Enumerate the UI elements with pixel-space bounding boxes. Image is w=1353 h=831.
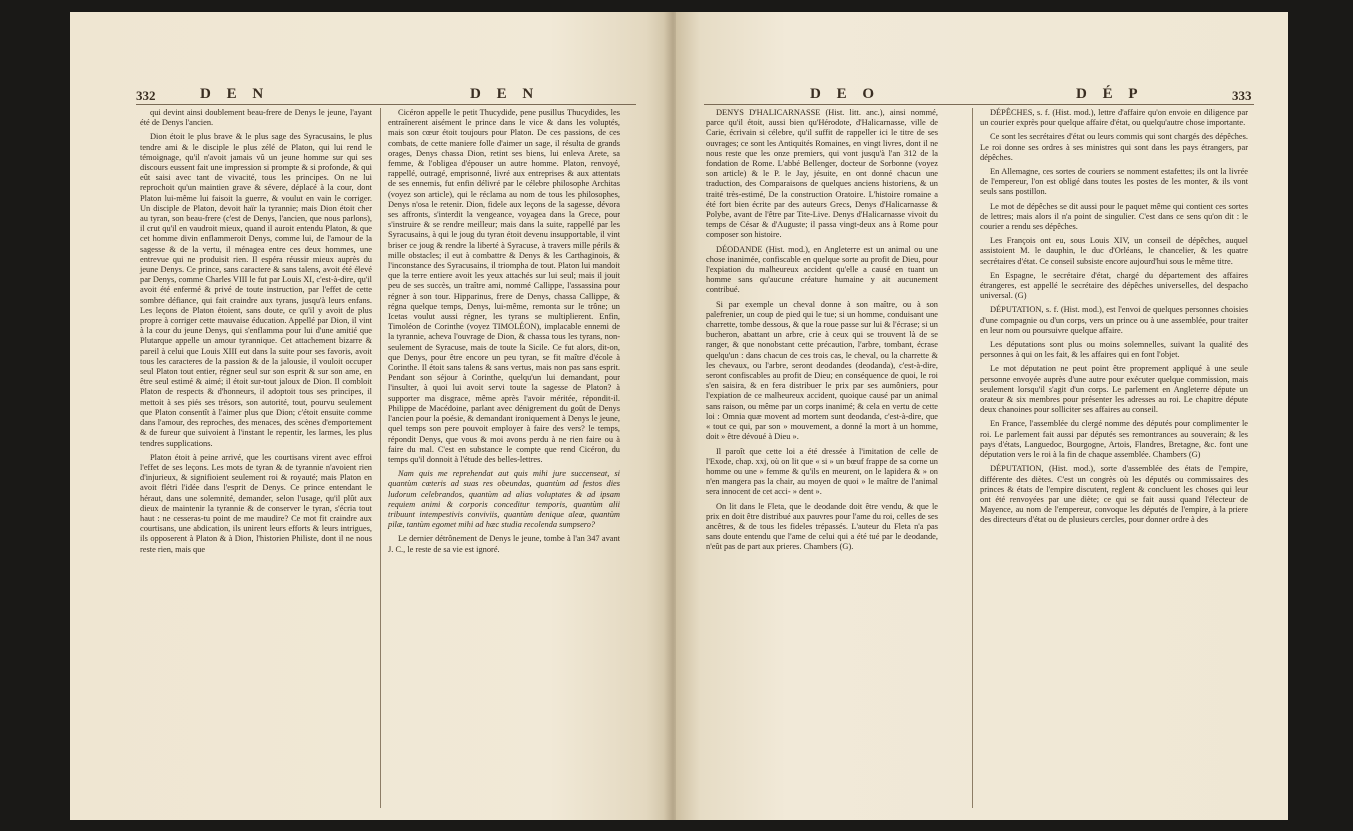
left-running-head-1: D E N xyxy=(200,86,270,102)
paragraph: On lit dans le Fleta, que le deodande doit être vendu, & que le prix en doit être distribué aux pauvres pour l'ame du roi, celles de ses ancêtres, & de tous les fideles trépassés. L'auteur du Fleta n'a pas sans doute entendu que l'ame de celui qui a été tué par le deodande, n'eût pas de part aux prieres. Chambers (G). xyxy=(706,501,938,552)
left-page-number: 332 xyxy=(136,88,156,103)
paragraph: En Allemagne, ces sortes de couriers se nomment estafettes; ils ont la livrée de l'empereur, l'on est obligé dans toutes les postes de les monter, & ils vont seuls sans postillon. xyxy=(980,167,1248,197)
paragraph: Si par exemple un cheval donne à son maître, ou à son palefrenier, un coup de pied qui le tue; si un homme, conduisant une charrette, tombe dessous, & que la roue passe sur lui & l'écrase; si un bucheron, abattant un arbre, crie à ceux qui se trouvent là de se ranger, & que nonobstant cette précaution, l'arbre, tombant, écrase quelqu'un : dans chacun de ces trois cas, le cheval, ou la charrette & les chevaux, ou l'arbre, seront deodandes (deodanda), c'est-à-dire, seront confiscables au profit de Dieu; en conséquence de quoi, le roi s'en saisira, & en fera distribuer le prix par ses aumôniers, pour l'expiation de ce malheureux accident, quoique causé par un animal sans raison, ou même par un corps inanimé; & cela en vertu de cette loi : Omnia quæ movent ad mortem sunt deodanda, c'est-à-dire, que « tout ce qui, par son » mouvement, a donné la mort à un homme, doit » être dévoué à Dieu ». xyxy=(706,299,938,442)
left-column-2 xyxy=(388,108,620,559)
left-column-1 xyxy=(140,108,372,559)
paragraph: Cicéron appelle le petit Thucydide, pene pusillus Thucydides, les entraînerent aisément le prince dans le vice & dans les voluptés, mais son cœur étoit toujours pour Platon. De ces passions, de ces combats, de cette maniere folle d'aimer un sage, il résulta de grands orages, Denys chassa Dion, retint ses biens, lui enleva Arete, sa femme, & l'obligea d'épouser un autre homme. Platon, renvoyé, rappellé, outragé, emprisonné, livré aux entreprises & aux attentats de ses ennemis, fut enfin délivré par le célebre philosophe Architas (voyez son article), qui le réclama au nom de tous les philosophes, Denys n'osa le retenir. Dion, fidele aux leçons de la sagesse, dévora ses affronts, s'interdit la vengeance, voyagea dans la Grece, pour s'instruire & se rendre meilleur; mais dans la suite, rappellé par les Syracusains, à qui le joug du tyran étoit devenu insupportable, il vint briser ce joug & rendre la liberté à Syracuse, à travers mille périls & mille obstacles; il eut à combattre & Denys & les Carthaginois, & l'inconstance des Syracusains, il triompha de tout. Platon lui mandoit que la terre entiere avoit les yeux attachés sur lui seul; mais il jouit peu de ses succès, un traître ami, nommé Callippe, l'assassina pour régner à son tour. Hipparinus, frere de Denys, chassa Callippe, & régna quelque temps, Denys, lui-même, remonta sur le trône; un Icetas voulut aussi régner, les tyrans se multiplierent. Enfin, Timoléon de Corinthe (voyez TIMOLÉON), implacable ennemi de la tyrannie, acheva l'ouvrage de Dion, & chassa tous les tyrans, non-seulement de Syracuse, mais de toute la Sicile. Ce fut alors, dit-on, que Denys, pour être encore un peu tyran, se fit maître d'école à Corinthe. Il étoit sans talens & sans vertus, mais non pas sans esprit. Pendant son séjour à Corinthe, quelqu'un lui demandant, pour l'insulter, à quoi lui avoit servi toute la sagesse de Platon? à supporter ma disgrace, même après l'avoir méritée, répondit-il. Philippe de Macédoine, parlant avec dénigrement du goût de Denys l'ancien pour la poésie, & demandant ironiquement à Denys le jeune, quel temps son pere pouvoit employer à faire des vers? le temps, répondit Denys, que vous & moi avons perdu à ne rien faire ou à faire du mal. C'est en substance le compte que rend Cicéron, du temps qu'il donnoit à l'étude des belles-lettres. xyxy=(388,108,620,464)
paragraph: Platon étoit à peine arrivé, que les courtisans virent avec effroi l'effet de ses leçons. Les mots de tyran & de tyrannie n'avoient rien d'injurieux, & signifioient seulement roi & royauté; mais Platon en avoit flétri l'idée dans l'esprit de Denys. Ce prince entendant le héraut, dans une solemnité, demander, selon l'usage, qu'il plût aux dieux de maintenir la tyrannie & de conserver le tyran, s'écria tout haut : ne cesseras-tu point de me maudire? Ce mot fit craindre aux courtisans, une abdication, ils unirent leurs efforts & leurs intrigues, ils opposerent à Platon & à Dion, l'historien Philiste, dont il ne nous reste rien, mais que xyxy=(140,452,372,554)
right-page-number: 333 xyxy=(1232,88,1252,103)
paragraph: DÉPÊCHES, s. f. (Hist. mod.), lettre d'affaire qu'on envoie en diligence par un courier exprès pour quelque affaire d'état, ou quelqu'autre chose importante. xyxy=(980,108,1248,128)
paragraph: DENYS D'HALICARNASSE (Hist. litt. anc.), ainsi nommé, parce qu'il étoit, aussi bien qu'Hérodote, d'Halicarnasse, ville de Carie, écrivain si célebre, qu'il suffit de rappeller ici le titre de ses ouvrages; ce sont les Antiquités Romaines, en vingt livres, dont il ne nous reste que les onze premiers, qui vont jusqu'à l'an 312 de la fondation de Rome. L'abbé Bellenger, docteur de Sorbonne (voyez son article) & le P. le Jay, jésuite, en ont donné chacun une traduction, des Comparaisons de quelques anciens historiens, & un traité très-estimé, De la construction Oratoire. L'histoire romaine a été fort bien écrite par des auteurs Grecs, Denys d'Halicarnasse & Polybe, avant de l'être par Tite-Live. Denys d'Halicarnasse vivoit du temps de César & d'Auguste; il passa vingt-deux ans à Rome pour composer son histoire. xyxy=(706,108,938,240)
paragraph: DÉPUTATION, s. f. (Hist. mod.), est l'envoi de quelques personnes choisies d'une compagnie ou d'un corps, vers un prince ou à une assemblée, pour traiter en leur nom ou poursuivre quelque affaire. xyxy=(980,305,1248,335)
left-page xyxy=(70,12,670,820)
paragraph: En Espagne, le secrétaire d'état, chargé du département des affaires étrangeres, est appellé le secrétaire des dépêches universelles, del despacho universal. (G) xyxy=(980,270,1248,301)
paragraph: Le mot de dépêches se dit aussi pour le paquet même qui contient ces sortes de lettres; mais alors il n'a point de singulier. C'est dans ce sens qu'on dit : le courier a rendu ses dépêches. xyxy=(980,201,1248,232)
latin-quote: Nam quis me reprehendat aut quis mihi jure succenseat, si quantùm cœteris ad suas res obeundas, quantùm ad festos dies ludorum celebrandos, quantùm ad alias voluptates & ad ipsam requiem animi & corporis conceditur temporis, quantùm alii tribuunt intempestivis conviviis, quantùm denique aleæ, quantùm pilæ, tantùm egomet mihi ad hæc studia recolenda sumpsero? xyxy=(388,469,620,530)
right-page xyxy=(676,12,1288,820)
paragraph: DÉPUTATION, (Hist. mod.), sorte d'assemblée des états de l'empire, différente des diètes. C'est un congrès où les députés ou commissaires des princes & états de l'empire discutent, reglent & concluent les choses qui leur ont été renvoyées par une diète; ce qui se fait aussi quand l'électeur de Mayence, au nom de l'empereur, convoque les députés de l'empire, à la priere des directeurs d'état ou de plusieurs cercles, pour donner ordre à des xyxy=(980,464,1248,525)
header-rule xyxy=(704,104,1254,105)
right-running-head-1: D E O xyxy=(810,86,881,102)
right-column-1 xyxy=(706,108,938,557)
column-divider xyxy=(380,108,381,808)
paragraph: En France, l'assemblée du clergé nomme des députés pour complimenter le roi. Le parlement fait aussi par députés ses remontrances au souverain; & les pays d'états, Languedoc, Bourgogne, Artois, Flandres, Bretagne, &c. font une députation vers le roi à la fin de chaque assemblée. Chambers (G) xyxy=(980,419,1248,460)
right-running-head-2: D É P xyxy=(1076,86,1144,102)
right-column-2 xyxy=(980,108,1248,530)
paragraph: Ce sont les secrétaires d'état ou leurs commis qui sont chargés des dépêches. Le roi donne ses ordres à ses ministres qui sont dans les pays étrangers, par dépêches. xyxy=(980,132,1248,162)
paragraph: DÉODANDE (Hist. mod.), en Angleterre est un animal ou une chose inanimée, confiscable en quelque sorte au profit de Dieu, pour l'expiation du malheureux accident qu'elle a causé en tuant un homme sans qu'aucune créature humaine y ait aucunement contribué. xyxy=(706,244,938,295)
paragraph: Le dernier détrônement de Denys le jeune, tombe à l'an 347 avant J. C., le reste de sa vie est ignoré. xyxy=(388,534,620,554)
paragraph: Le mot députation ne peut point être proprement appliqué à une seule personne envoyée auprès d'une autre pour exécuter quelque commission, mais seulement lorsqu'il s'agit d'un corps. Le parlement en Angleterre députe un orateur & six membres pour présenter les adresses au roi. Le chapitre députe deux chanoines pour solliciter ses affaires au conseil. xyxy=(980,364,1248,415)
column-divider xyxy=(972,108,973,808)
paragraph: Les François ont eu, sous Louis XIV, un conseil de dépêches, auquel assistoient M. le dauphin, le duc d'Orléans, le chancelier, & les quatre secrétaires d'état. Ce conseil subsiste encore aujourd'hui sous le même titre. xyxy=(980,236,1248,266)
header-rule xyxy=(136,104,636,105)
paragraph: Dion étoit le plus brave & le plus sage des Syracusains, le plus tendre ami & le disciple le plus zélé de Platon, qui lui rend le témoignage, qu'il n'avoit jamais vû un jeune homme sur qui ses discours eussent fait une impression si prompte & si profonde, & qui eût saisi avec tant de vivacité, tous les principes. On ne lui reprochoit qu'un maintien grave & sévere, déplacé à la cour, dont Platon lui-même lui faisoit la guerre, & voulut en vain le corriger. Un disciple de Platon, devoit haïr la tyrannie; mais Dion étoit cher au tyran, son beau-frere (c'est de Denys, l'ancien, que nous parlons), il crut qu'il en vaudroit mieux, quand il auroit entendu Platon, & que cet homme divin enflammeroit Denys, comme lui, de l'amour de la sagesse & de la vertu, il ménagea entre ces deux hommes, une entrevue qui ne produisit rien. Il espéra réussir mieux auprès du jeune Denys. Ce prince, sans caractere & sans talens, avoit été élevé par Denys, comme Charles VIII le fut par Louis XI, c'est-à-dire, qu'il avoit été enfermé & privé de toute instruction, par l'effet de cette sombre défiance, qui fait craindre aux tyrans, jusqu'à leurs enfans. Les leçons de Platon étoient, sans doute, ce qu'il y avoit de plus propre à corriger cette mauvaise éducation. Appellé par Dion, il vint à la cour du jeune Denys, qui s'enflamma pour lui d'une amitié que Plutarque appelle un amour tyrannique. Cet attachement bizarre & pareil à celui que Louis XIII eut dans la suite pour ses favoris, avoit tous les caracteres de la passion & de la jalousie, il vouloit occuper seul Platon tout entier, régner seul sur son esprit & sur son ame, en être seul estimé & aimé; il étoit sur-tout jaloux de Dion. Il combloit Platon de respects & d'honneurs, il adoptoit tous ses principes, il mettoit à ses piés ses trésors, son autorité, tout, pourvu seulement que Platon consentît à l'aimer plus que Dion; c'étoit ensuite comme dans l'amour, des reproches, des menaces, des scènes d'emportement & de fureur que suivoient à l'instant le repentir, les larmes, les plus tendres supplications. xyxy=(140,132,372,448)
paragraph: qui devint ainsi doublement beau-frere de Denys le jeune, l'ayant été de Denys l'ancien. xyxy=(140,108,372,128)
paragraph: Il paroît que cette loi a été dressée à l'imitation de celle de l'Exode, chap. xxj, où on lit que « si » un bœuf frappe de sa corne un homme ou une » femme & qu'ils en meurent, on le lapidera & » on n'en mangera pas la chair, au moyen de quoi » le maître de l'animal sera innocent de cet acci- » dent ». xyxy=(706,446,938,497)
paragraph: Les députations sont plus ou moins solemnelles, suivant la qualité des personnes à qui on les fait, & les affaires qui en font l'objet. xyxy=(980,340,1248,360)
left-running-head-2: D E N xyxy=(470,86,540,102)
